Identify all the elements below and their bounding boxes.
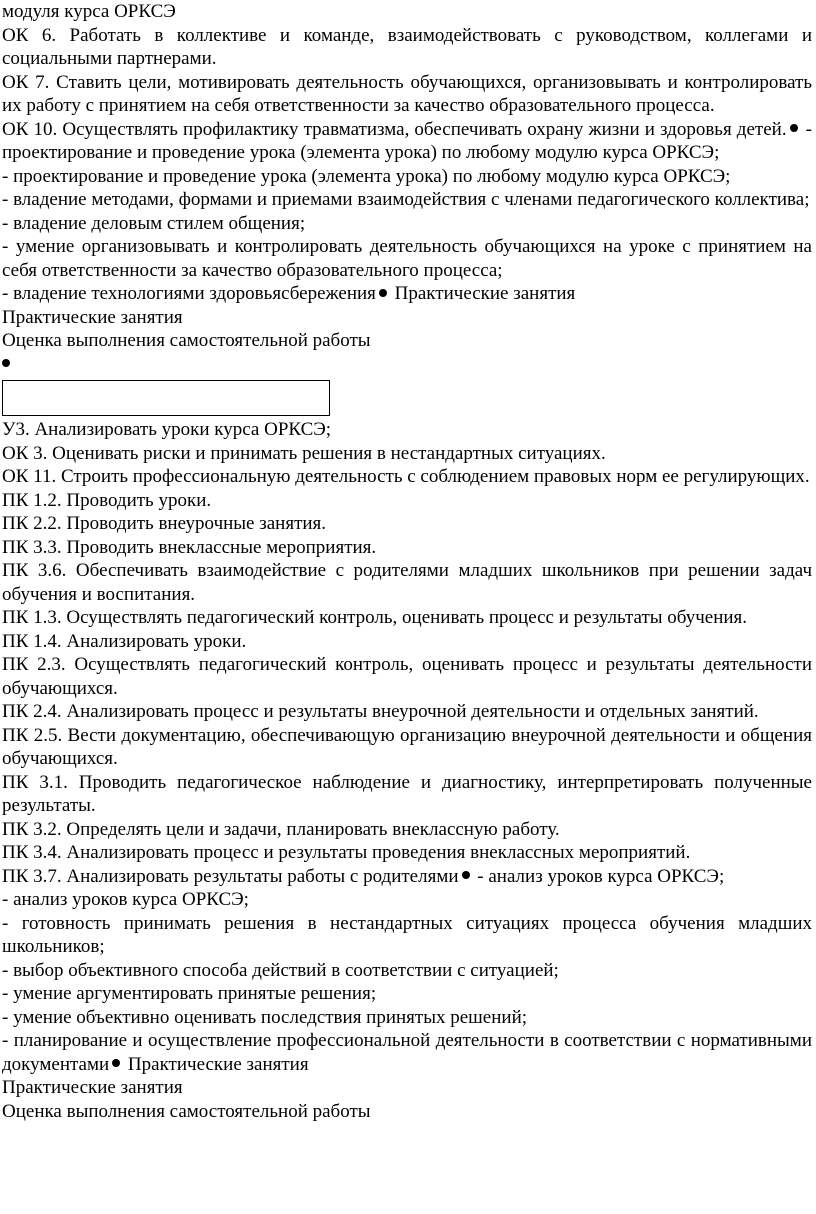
paragraph: ПК 1.3. Осуществлять педагогический контроль, оценивать процесс и результаты обучения. — [2, 607, 748, 628]
paragraph: Оценка выполнения самостоятельной работы — [2, 1100, 371, 1122]
paragraph: - выбор объективного способа действий в соответствии с ситуацией; — [2, 959, 559, 981]
paragraph: - проектирование и проведение урока (элемента урока) по любому модулю курса ОРКСЭ; — [2, 165, 731, 187]
paragraph: Практические занятия — [2, 306, 183, 328]
paragraph: ПК 2.2. Проводить внеурочные занятия. — [2, 513, 327, 534]
paragraph — [2, 282, 812, 306]
paragraph-text: ПК 3.7. Анализировать результаты работы с родителями — [2, 865, 459, 887]
paragraph: ОК 11. Строить профессиональную деятельность с соблюдением правовых норм ее регулирующих. — [2, 466, 810, 487]
paragraph: ОК 3. Оценивать риски и принимать решения в нестандартных ситуациях. — [2, 442, 606, 464]
paragraph: ПК 3.4. Анализировать процесс и результаты проведения внеклассных мероприятий. — [2, 842, 691, 863]
paragraph: - владение методами, формами и приемами взаимодействия с членами педагогического коллектива; — [2, 189, 810, 210]
paragraph: - готовность принимать решения в нестандартных ситуациях процесса обучения младших школьников; — [2, 912, 812, 957]
paragraph-text: ОК 10. Осуществлять профилактику травматизма, обеспечивать охрану жизни и здоровья детей. — [2, 118, 787, 140]
paragraph: ПК 3.6. Обеспечивать взаимодействие с родителями младших школьников при решении задач обучения и воспитания. — [2, 560, 812, 605]
paragraph: ПК 2.3. Осуществлять педагогический контроль, оценивать процесс и результаты деятельности обучающихся. — [2, 654, 812, 699]
paragraph: ОК 6. Работать в коллективе и команде, взаимодействовать с руководством, коллегами и социальными партнерами. — [2, 24, 812, 69]
bullet-icon — [462, 871, 470, 879]
paragraph-text: Практические занятия — [389, 283, 576, 304]
paragraph: - умение аргументировать принятые решения; — [2, 983, 377, 1004]
paragraph: ПК 2.5. Вести документацию, обеспечивающую организацию внеурочной деятельности и общения обучающихся. — [2, 724, 812, 769]
bullet-icon — [112, 1059, 120, 1067]
bullet-line — [2, 353, 812, 377]
paragraph: - умение организовывать и контролировать деятельность обучающихся на уроке с принятием на себя ответственности за качество образовательного процесса; — [2, 236, 812, 281]
paragraph: У3. Анализировать уроки курса ОРКСЭ; — [2, 419, 332, 440]
paragraph-text: - владение технологиями здоровьясбережения — [2, 283, 376, 304]
paragraph: Оценка выполнения самостоятельной работы — [2, 330, 371, 351]
paragraph: ПК 3.3. Проводить внеклассные мероприятия. — [2, 536, 377, 558]
paragraph: - умение объективно оценивать последствия принятых решений; — [2, 1006, 528, 1028]
paragraph: Практические занятия — [2, 1077, 183, 1098]
paragraph: ПК 1.4. Анализировать уроки. — [2, 630, 247, 652]
bullet-icon — [2, 359, 10, 367]
paragraph: ОК 7. Ставить цели, мотивировать деятельность обучающихся, организовывать и контролировать их работу с принятием на себя ответственности за качество образовательного процесса. — [2, 71, 812, 116]
paragraph-text: - планирование и осуществление профессиональной деятельности в соответствии с нормативными документами — [2, 1030, 812, 1075]
paragraph-text: - анализ уроков курса ОРКСЭ; — [472, 865, 725, 887]
paragraph — [2, 118, 812, 165]
bullet-icon — [790, 124, 798, 132]
paragraph: - анализ уроков курса ОРКСЭ; — [2, 889, 249, 910]
paragraph: ПК 1.2. Проводить уроки. — [2, 489, 212, 511]
paragraph: - владение деловым стилем общения; — [2, 212, 306, 234]
paragraph: модуля курса ОРКСЭ — [2, 1, 176, 22]
paragraph: ПК 2.4. Анализировать процесс и результаты внеурочной деятельности и отдельных занятий. — [2, 701, 759, 722]
paragraph-text: Практические занятия — [123, 1053, 309, 1075]
paragraph: ПК 3.1. Проводить педагогическое наблюдение и диагностику, интерпретировать полученные результаты. — [2, 771, 812, 816]
bullet-icon — [379, 289, 387, 297]
paragraph-text: - проектирование и проведение урока (элемента урока) по любому модулю курса ОРКСЭ; — [2, 118, 813, 163]
empty-table-cell — [2, 380, 330, 416]
paragraph — [2, 1029, 812, 1076]
paragraph: ПК 3.2. Определять цели и задачи, планировать внеклассную работу. — [2, 818, 560, 840]
paragraph — [2, 865, 812, 889]
